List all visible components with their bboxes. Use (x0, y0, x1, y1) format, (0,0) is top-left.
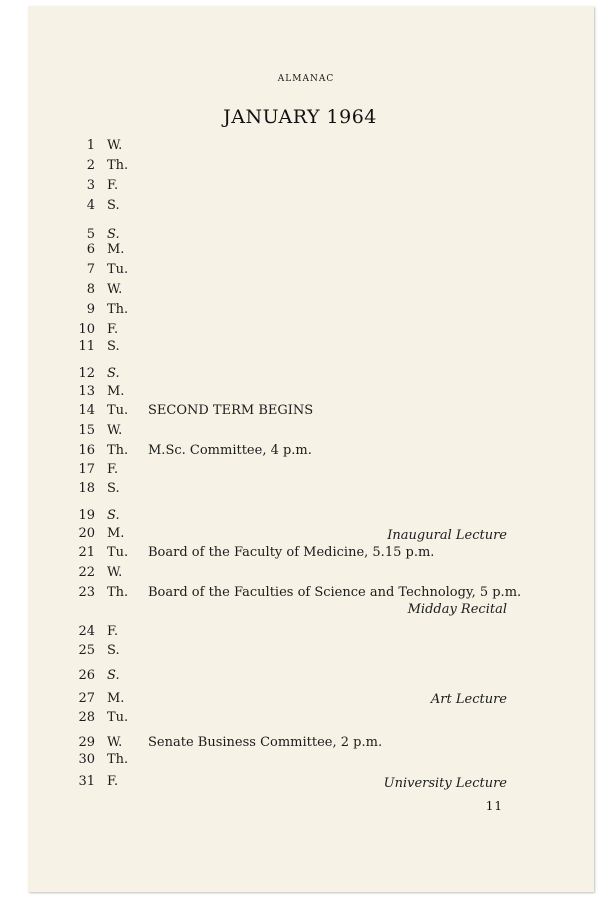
note-text: University Lecture (383, 776, 507, 791)
note-text: Inaugural Lecture (387, 528, 507, 543)
weekday: F. (107, 178, 119, 193)
day-number: 15 (78, 423, 95, 438)
note-text: Art Lecture (430, 692, 507, 707)
weekday: Th. (107, 752, 129, 767)
weekday: M. (107, 384, 125, 399)
weekday: S. (107, 481, 120, 496)
weekday: S. (107, 643, 120, 658)
event-text: Board of the Faculty of Medicine, 5.15 p.m. (148, 545, 435, 560)
day-number: 17 (78, 462, 95, 477)
day-row (0, 337, 612, 357)
day-row (0, 666, 612, 686)
day-row (0, 196, 612, 216)
day-row (0, 300, 612, 320)
weekday: Tu. (107, 403, 129, 418)
event-text: Board of the Faculties of Science and Technology, 5 p.m. (148, 585, 522, 600)
day-number: 18 (78, 481, 95, 496)
day-row (0, 364, 612, 384)
day-number: 13 (78, 384, 95, 399)
day-row (0, 421, 612, 441)
day-number: 20 (78, 526, 95, 541)
day-number: 3 (86, 178, 95, 193)
day-row (0, 641, 612, 661)
event-text: SECOND TERM BEGINS (148, 403, 314, 418)
weekday: W. (107, 735, 123, 750)
event-note (0, 600, 612, 620)
weekday: W. (107, 138, 123, 153)
weekday: Tu. (107, 710, 129, 725)
day-number: 23 (78, 585, 95, 600)
day-row (0, 441, 612, 461)
page-title: JANUARY 1964 (223, 106, 377, 128)
weekday: S. (107, 508, 120, 523)
page-header: ALMANAC (277, 74, 335, 84)
page-number: 11 (485, 799, 503, 813)
day-number: 10 (78, 322, 95, 337)
day-number: 5 (86, 227, 95, 242)
day-row (0, 506, 612, 526)
weekday: W. (107, 565, 123, 580)
weekday: S. (107, 366, 120, 381)
day-number: 26 (78, 668, 95, 683)
weekday: F. (107, 462, 119, 477)
day-row (0, 260, 612, 280)
day-row (0, 460, 612, 480)
day-number: 28 (78, 710, 95, 725)
day-number: 22 (78, 565, 95, 580)
day-row (0, 708, 612, 728)
weekday: W. (107, 423, 123, 438)
day-row (0, 176, 612, 196)
day-number: 29 (78, 735, 95, 750)
event-text: M.Sc. Committee, 4 p.m. (148, 443, 312, 458)
weekday: Th. (107, 443, 129, 458)
day-row (0, 750, 612, 770)
weekday: F. (107, 624, 119, 639)
day-number: 14 (78, 403, 95, 418)
weekday: Th. (107, 302, 129, 317)
day-row (0, 382, 612, 402)
weekday: S. (107, 339, 120, 354)
weekday: M. (107, 526, 125, 541)
day-number: 6 (86, 242, 95, 257)
day-number: 16 (78, 443, 95, 458)
day-number: 24 (78, 624, 95, 639)
weekday: W. (107, 282, 123, 297)
note-text: Midday Recital (407, 602, 507, 617)
weekday: S. (107, 198, 120, 213)
day-number: 27 (78, 691, 95, 706)
weekday: Tu. (107, 262, 129, 277)
day-number: 19 (78, 508, 95, 523)
day-row (0, 280, 612, 300)
weekday: S. (107, 227, 120, 242)
day-row (0, 240, 612, 260)
day-number: 12 (78, 366, 95, 381)
weekday: F. (107, 322, 119, 337)
weekday: F. (107, 774, 119, 789)
day-number: 7 (86, 262, 95, 277)
day-number: 30 (78, 752, 95, 767)
day-row (0, 622, 612, 642)
weekday: M. (107, 691, 125, 706)
weekday: Th. (107, 158, 129, 173)
day-row (0, 479, 612, 499)
weekday: Tu. (107, 545, 129, 560)
event-note (0, 774, 612, 794)
day-row (0, 543, 612, 563)
weekday: S. (107, 668, 120, 683)
day-number: 11 (78, 339, 95, 354)
weekday: M. (107, 242, 125, 257)
event-note (0, 690, 612, 710)
day-row (0, 563, 612, 583)
day-number: 21 (78, 545, 95, 560)
day-number: 2 (86, 158, 95, 173)
day-number: 1 (86, 138, 95, 153)
day-row (0, 401, 612, 421)
day-row (0, 156, 612, 176)
event-text: Senate Business Committee, 2 p.m. (148, 735, 383, 750)
day-number: 4 (86, 198, 95, 213)
day-number: 31 (78, 774, 95, 789)
day-number: 9 (86, 302, 95, 317)
day-row (0, 136, 612, 156)
weekday: Th. (107, 585, 129, 600)
day-number: 8 (86, 282, 95, 297)
day-number: 25 (78, 643, 95, 658)
